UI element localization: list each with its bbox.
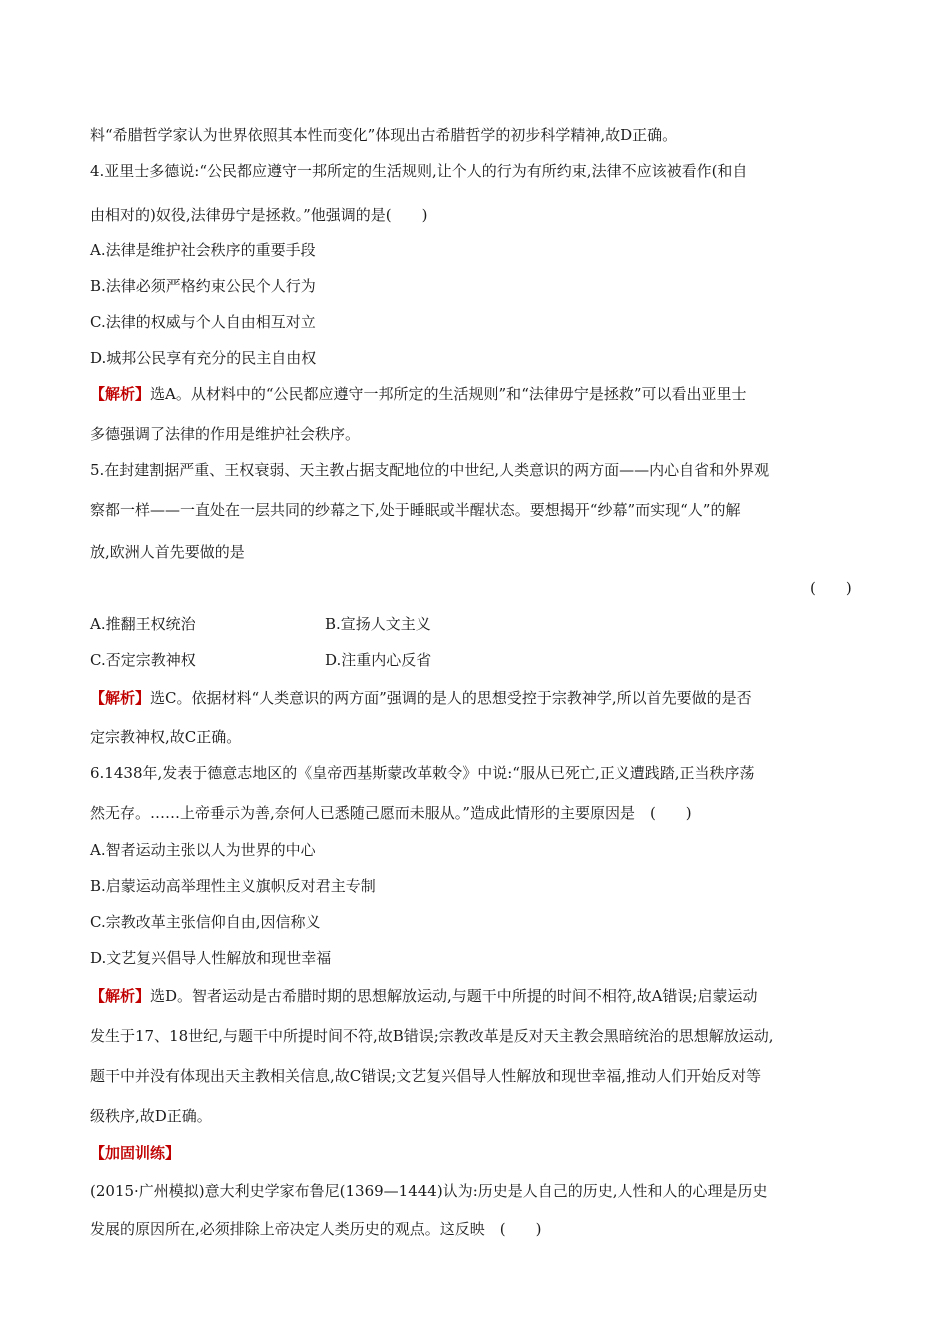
question-6-stem: 6.1438年,发表于德意志地区的《皇帝西基斯蒙改革敕令》中说:“服从已死亡,正义遭践踏,正当秩序荡 bbox=[90, 764, 755, 782]
question-6-option-d: D.文艺复兴倡导人性解放和现世幸福 bbox=[90, 949, 332, 967]
analysis-tag: 【解析】 bbox=[90, 689, 151, 707]
answer-5-text: 选C。依据材料“人类意识的两方面”强调的是人的思想受控于宗教神学,所以首先要做的是否 bbox=[150, 689, 752, 707]
extra-question-stem-cont: 发展的原因所在,必须排除上帝决定人类历史的观点。这反映 ( ) bbox=[90, 1220, 542, 1238]
question-4-stem-cont: 由相对的)奴役,法律毋宁是拯救。”他强调的是( ) bbox=[90, 206, 428, 224]
answer-6 bbox=[90, 986, 757, 1006]
question-4-option-a: A.法律是维护社会秩序的重要手段 bbox=[90, 241, 316, 259]
question-5-option-d: D.注重内心反省 bbox=[325, 651, 432, 669]
reinforcement-tag: 【加固训练】 bbox=[90, 1144, 181, 1162]
question-6-option-c: C.宗教改革主张信仰自由,因信称义 bbox=[90, 913, 321, 931]
answer-5 bbox=[90, 688, 752, 708]
analysis-tag: 【解析】 bbox=[90, 987, 151, 1005]
question-5-option-c: C.否定宗教神权 bbox=[90, 651, 196, 669]
question-5-stem: 5.在封建割据严重、王权衰弱、天主教占据支配地位的中世纪,人类意识的两方面——内心自省和外界观 bbox=[90, 461, 770, 479]
answer-4-text: 选A。从材料中的“公民都应遵守一邦所定的生活规则”和“法律毋宁是拯救”可以看出亚里士 bbox=[150, 385, 747, 403]
question-5-option-a: A.推翻王权统治 bbox=[90, 615, 196, 633]
analysis-tag: 【解析】 bbox=[90, 385, 151, 403]
question-6-option-b: B.启蒙运动高举理性主义旗帜反对君主专制 bbox=[90, 877, 376, 895]
question-6-stem-cont: 然无存。……上帝垂示为善,奈何人已悉随己愿而未服从。”造成此情形的主要原因是 ( ) bbox=[90, 804, 692, 822]
answer-6-cont2: 题干中并没有体现出天主教相关信息,故C错误;文艺复兴倡导人性解放和现世幸福,推动人们开始反对等 bbox=[90, 1067, 762, 1085]
answer-4 bbox=[90, 384, 747, 404]
answer-6-cont: 发生于17、18世纪,与题干中所提时间不符,故B错误;宗教改革是反对天主教会黑暗统治的思想解放运动, bbox=[90, 1027, 774, 1045]
question-4-option-d: D.城邦公民享有充分的民主自由权 bbox=[90, 349, 317, 367]
reinforcement-heading bbox=[90, 1143, 180, 1163]
question-4-option-b: B.法律必须严格约束公民个人行为 bbox=[90, 277, 316, 295]
answer-6-cont3: 级秩序,故D正确。 bbox=[90, 1107, 212, 1125]
text-line: 料“希腊哲学家认为世界依照其本性而变化”体现出古希腊哲学的初步科学精神,故D正确。 bbox=[90, 126, 678, 144]
question-5-option-b: B.宣扬人文主义 bbox=[325, 615, 431, 633]
answer-6-text: 选D。智者运动是古希腊时期的思想解放运动,与题干中所提的时间不相符,故A错误;启蒙运动 bbox=[150, 987, 758, 1005]
question-5-stem-cont: 察都一样——一直处在一层共同的纱幕之下,处于睡眠或半醒状态。要想揭开“纱幕”而实现“人”的解 bbox=[90, 501, 741, 519]
question-6-option-a: A.智者运动主张以人为世界的中心 bbox=[90, 841, 316, 859]
extra-question-stem: (2015·广州模拟)意大利史学家布鲁尼(1369—1444)认为:历史是人自己的历史,人性和人的心理是历史 bbox=[90, 1182, 768, 1200]
answer-blank: ( ) bbox=[810, 579, 852, 597]
question-4-option-c: C.法律的权威与个人自由相互对立 bbox=[90, 313, 316, 331]
question-4-stem: 4.亚里士多德说:“公民都应遵守一邦所定的生活规则,让个人的行为有所约束,法律不应该被看作(和自 bbox=[90, 162, 748, 180]
answer-5-cont: 定宗教神权,故C正确。 bbox=[90, 728, 242, 746]
answer-4-cont: 多德强调了法律的作用是维护社会秩序。 bbox=[90, 425, 361, 443]
question-5-stem-cont2: 放,欧洲人首先要做的是 bbox=[90, 543, 245, 561]
